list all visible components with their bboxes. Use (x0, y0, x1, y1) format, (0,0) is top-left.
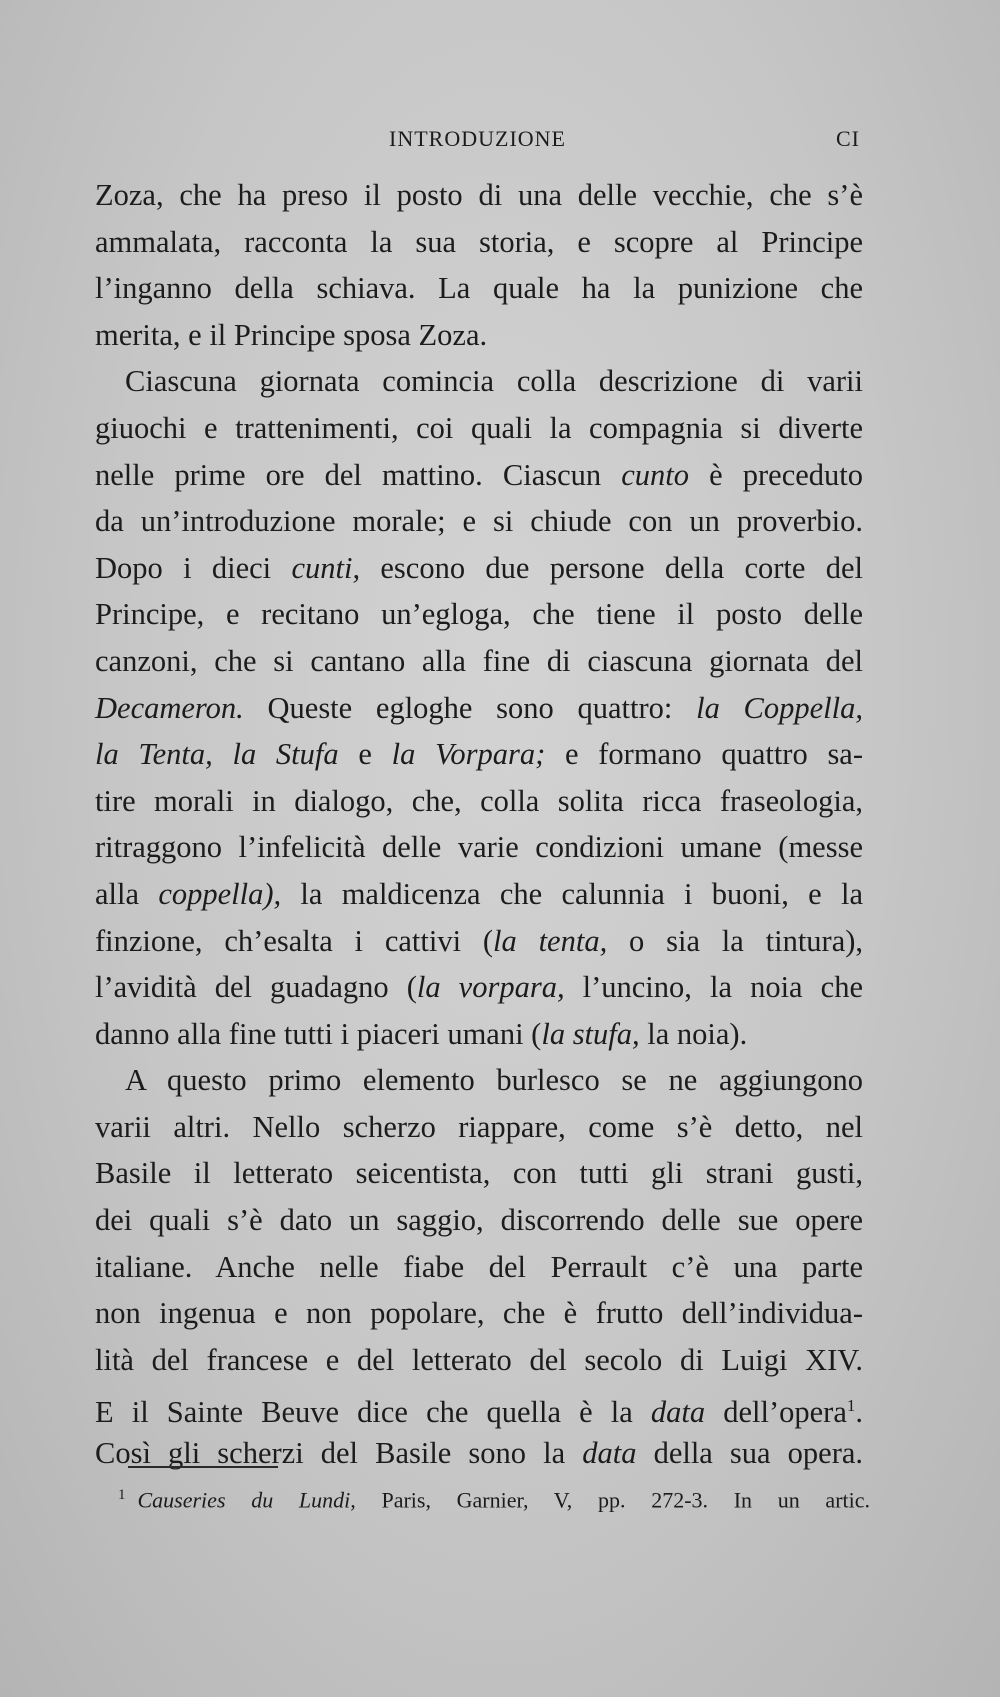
text-segment: l’inganno della schiava. La quale ha la punizione che (95, 271, 863, 306)
text-segment: e (358, 737, 372, 772)
text-segment: . (855, 1395, 863, 1430)
text-line (95, 405, 863, 452)
text-line (95, 1150, 863, 1197)
text-line (95, 1337, 863, 1384)
text-segment: Basile il letterato seicentista, con tutti gli strani gusti, (95, 1156, 863, 1191)
italic-term: cunto (621, 457, 690, 492)
text-segment: lità del francese e del letterato del secolo di Luigi XIV. (95, 1342, 863, 1377)
text-segment: Zoza, che ha preso il posto di una delle vecchie, che s’è (95, 178, 863, 212)
text-line (95, 1244, 863, 1291)
text-segment: dell’opera (723, 1395, 847, 1430)
text-line (95, 1383, 863, 1430)
body-text (95, 172, 863, 1477)
text-segment: la maldicenza che calunnia i buoni, e la (300, 876, 863, 911)
text-line (95, 265, 863, 312)
text-line (95, 1430, 863, 1477)
text-line (95, 545, 863, 592)
italic-term: la stufa, (541, 1016, 640, 1051)
running-title: INTRODUZIONE (389, 126, 566, 151)
text-segment: Principe, e recitano un’egloga, che tiene il posto delle (95, 597, 863, 632)
text-segment: tire morali in dialogo, che, colla solita ricca fraseologia, (95, 783, 863, 818)
text-line (95, 1197, 863, 1244)
italic-term: la Vorpara; (391, 737, 546, 772)
italic-term: la tenta, (493, 923, 608, 958)
text-segment: varii altri. Nello scherzo riappare, come s’è detto, nel (95, 1109, 863, 1144)
italic-term: Decameron. (95, 690, 244, 725)
text-line (95, 685, 863, 732)
footnote (118, 1478, 870, 1512)
text-line (95, 638, 863, 685)
text-line (95, 1011, 863, 1058)
text-line (95, 871, 863, 918)
text-segment: della sua opera. (653, 1436, 864, 1471)
text-segment: Queste egloghe sono quattro: (267, 690, 673, 725)
text-line (95, 731, 863, 778)
italic-term: coppella), (158, 876, 282, 911)
italic-term: data (582, 1436, 637, 1471)
text-segment: la noia). (647, 1016, 748, 1051)
text-segment: non ingenua e non popolare, che è frutto dell’individua- (95, 1296, 863, 1331)
text-segment: danno alla fine tutti i piaceri umani ( (95, 1016, 542, 1051)
text-segment: da un’introduzione morale; e si chiude con un proverbio. (95, 504, 863, 539)
text-segment: è preceduto (709, 457, 863, 492)
text-segment: A questo primo elemento burlesco se ne aggiungono (125, 1063, 863, 1098)
text-segment: ammalata, racconta la sua storia, e scopre al Principe (95, 224, 863, 259)
page-number: CI (836, 126, 860, 151)
footnote-text: Paris, Garnier, V, pp. 272-3. In un artic. (381, 1487, 871, 1513)
text-segment: italiane. Anche nelle fiabe del Perrault c’è una parte (95, 1249, 863, 1284)
text-segment: finzione, ch’esalta i cattivi ( (95, 923, 494, 958)
text-segment: nelle prime ore del mattino. Ciascun (95, 457, 602, 492)
text-segment: dei quali s’è dato un saggio, discorrendo delle sue opere (95, 1203, 863, 1238)
text-line (95, 1057, 863, 1104)
text-segment: l’uncino, la noia che (582, 970, 863, 1005)
footnote-title: Causeries du Lundi, (137, 1487, 356, 1513)
italic-term: la Tenta, la Stufa (95, 737, 339, 772)
italic-term: la Coppella, (696, 690, 864, 725)
text-segment: o sia la tintura), (629, 923, 864, 958)
text-segment: e formano quattro sa- (565, 737, 864, 772)
footnote-reference: 1 (846, 1396, 856, 1416)
text-line (95, 1290, 863, 1337)
page-header (95, 122, 860, 158)
text-line (95, 358, 863, 405)
footnote-mark: 1 (118, 1487, 126, 1503)
text-segment: E il Sainte Beuve dice che quella è la (95, 1395, 633, 1430)
text-line (95, 1104, 863, 1151)
text-segment: Ciascuna giornata comincia colla descrizione di varii (125, 364, 863, 399)
text-line (95, 452, 863, 499)
text-segment: Dopo i dieci (95, 550, 272, 585)
text-line (95, 591, 863, 638)
text-line (95, 219, 863, 266)
text-line (95, 918, 863, 965)
text-line (95, 498, 863, 545)
text-segment: l’avidità del guadagno ( (95, 970, 417, 1005)
text-segment: merita, e il Principe sposa Zoza. (95, 317, 488, 352)
text-line (95, 312, 863, 359)
text-segment: ritraggono l’infelicità delle varie condizioni umane (messe (95, 830, 863, 865)
italic-term: la vorpara, (416, 970, 565, 1005)
footnote-rule (128, 1466, 278, 1468)
text-line (95, 824, 863, 871)
text-line (95, 172, 863, 219)
italic-term: cunti, (291, 550, 361, 585)
text-segment: alla (95, 876, 140, 911)
italic-term: data (650, 1395, 706, 1430)
text-segment: giuochi e trattenimenti, coi quali la compagnia si diverte (95, 410, 863, 445)
text-segment: escono due persone della corte del (380, 550, 863, 585)
text-segment: Così gli scherzi del Basile sono la (95, 1436, 566, 1471)
text-segment: canzoni, che si cantano alla fine di ciascuna giornata del (95, 643, 863, 678)
text-line (95, 778, 863, 825)
text-line (95, 964, 863, 1011)
